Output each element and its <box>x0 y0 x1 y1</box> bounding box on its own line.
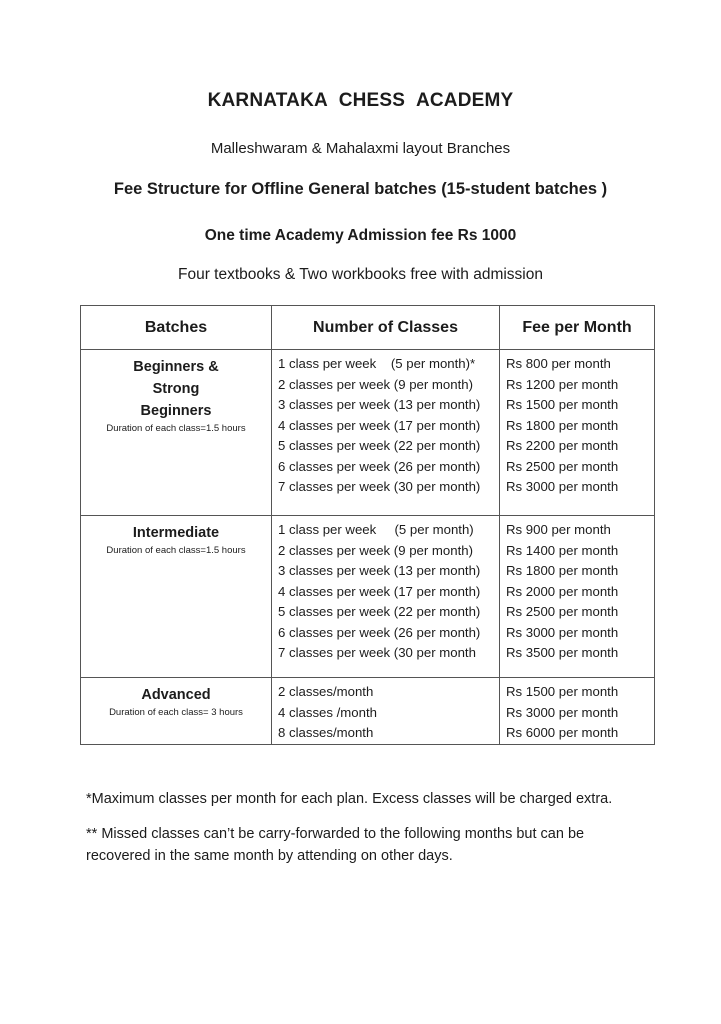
column-header-batches: Batches <box>81 306 272 350</box>
fee-amount: Rs 1800 per month <box>506 563 619 578</box>
admission-fee-line: One time Academy Admission fee Rs 1000 <box>204 227 517 244</box>
fee-amount: Rs 800 per month <box>506 356 611 371</box>
footnote-max-classes: *Maximum classes per month for each plan. Excess classes will be charged extra. <box>86 791 613 807</box>
class-option: 3 classes per week (13 per month) <box>278 397 481 412</box>
class-option: 8 classes/month <box>278 725 374 740</box>
fee-table <box>80 305 655 745</box>
fee-amount: Rs 1500 per month <box>506 397 619 412</box>
fee-amount: Rs 2500 per month <box>506 458 619 474</box>
table-row <box>81 350 655 516</box>
fee-amount: Rs 900 per month <box>506 522 611 537</box>
class-option: 6 classes per week (26 per month) <box>278 624 481 640</box>
table-header-row <box>81 306 655 350</box>
fee-structure-heading: Fee Structure for Offline General batches (15-student batches ) <box>113 180 608 198</box>
fee-amount: Rs 2200 per month <box>506 438 619 453</box>
table-row <box>81 678 655 745</box>
branches-subtitle: Malleshwaram & Mahalaxmi layout Branches <box>210 140 511 157</box>
fee-amount: Rs 3000 per month <box>506 624 619 640</box>
batch-cell <box>81 350 272 516</box>
column-header-fee: Fee per Month <box>500 306 655 350</box>
class-option: 1 class per week (5 per month)* <box>278 356 476 371</box>
academy-title: KARNATAKA CHESS ACADEMY <box>207 90 514 111</box>
batch-name: Beginners <box>140 403 212 419</box>
class-option: 5 classes per week (22 per month) <box>278 438 481 453</box>
batch-name: Intermediate <box>132 525 220 541</box>
class-option: 4 classes /month <box>278 704 377 720</box>
class-option: 6 classes per week (26 per month) <box>278 458 481 474</box>
batch-duration: Duration of each class=1.5 hours <box>106 423 246 434</box>
batch-name: Beginners & <box>133 359 219 375</box>
classes-cell <box>272 678 500 745</box>
class-option: 2 classes per week (9 per month) <box>278 376 473 392</box>
batch-duration: Duration of each class= 3 hours <box>109 707 243 718</box>
class-option: 7 classes per week (30 per month <box>278 645 476 660</box>
fee-amount: Rs 1800 per month <box>506 417 619 433</box>
class-option: 2 classes/month <box>278 684 374 699</box>
fee-amount: Rs 1200 per month <box>506 376 619 392</box>
class-option: 4 classes per week (17 per month) <box>278 583 481 599</box>
fee-amount: Rs 3500 per month <box>506 645 619 660</box>
batch-cell <box>81 516 272 678</box>
classes-cell <box>272 350 500 516</box>
fee-cell <box>500 516 655 678</box>
table-row <box>81 516 655 678</box>
class-option: 2 classes per week (9 per month) <box>278 542 473 558</box>
fee-amount: Rs 1500 per month <box>506 684 619 699</box>
fee-amount: Rs 1400 per month <box>506 542 619 558</box>
column-header-classes: Number of Classes <box>272 306 500 350</box>
fee-amount: Rs 3000 per month <box>506 704 619 720</box>
class-option: 4 classes per week (17 per month) <box>278 417 481 433</box>
fee-amount: Rs 2000 per month <box>506 583 619 599</box>
class-option: 7 classes per week (30 per month) <box>278 479 481 494</box>
batch-cell <box>81 678 272 745</box>
class-option: 3 classes per week (13 per month) <box>278 563 481 578</box>
batch-name: Advanced <box>141 687 211 703</box>
fee-amount: Rs 6000 per month <box>506 725 619 740</box>
class-option: 1 class per week (5 per month) <box>278 522 474 537</box>
classes-cell <box>272 516 500 678</box>
batch-name: Strong <box>152 381 200 397</box>
class-option: 5 classes per week (22 per month) <box>278 604 481 619</box>
fee-cell <box>500 678 655 745</box>
fee-amount: Rs 3000 per month <box>506 479 619 494</box>
fee-cell <box>500 350 655 516</box>
fee-amount: Rs 2500 per month <box>506 604 619 619</box>
books-line: Four textbooks & Two workbooks free with admission <box>178 266 543 283</box>
footnote-missed-classes: ** Missed classes can’t be carry-forwarded to the following months but can be recovered in the same month by attending on other days. <box>86 826 585 864</box>
batch-duration: Duration of each class=1.5 hours <box>106 545 246 556</box>
